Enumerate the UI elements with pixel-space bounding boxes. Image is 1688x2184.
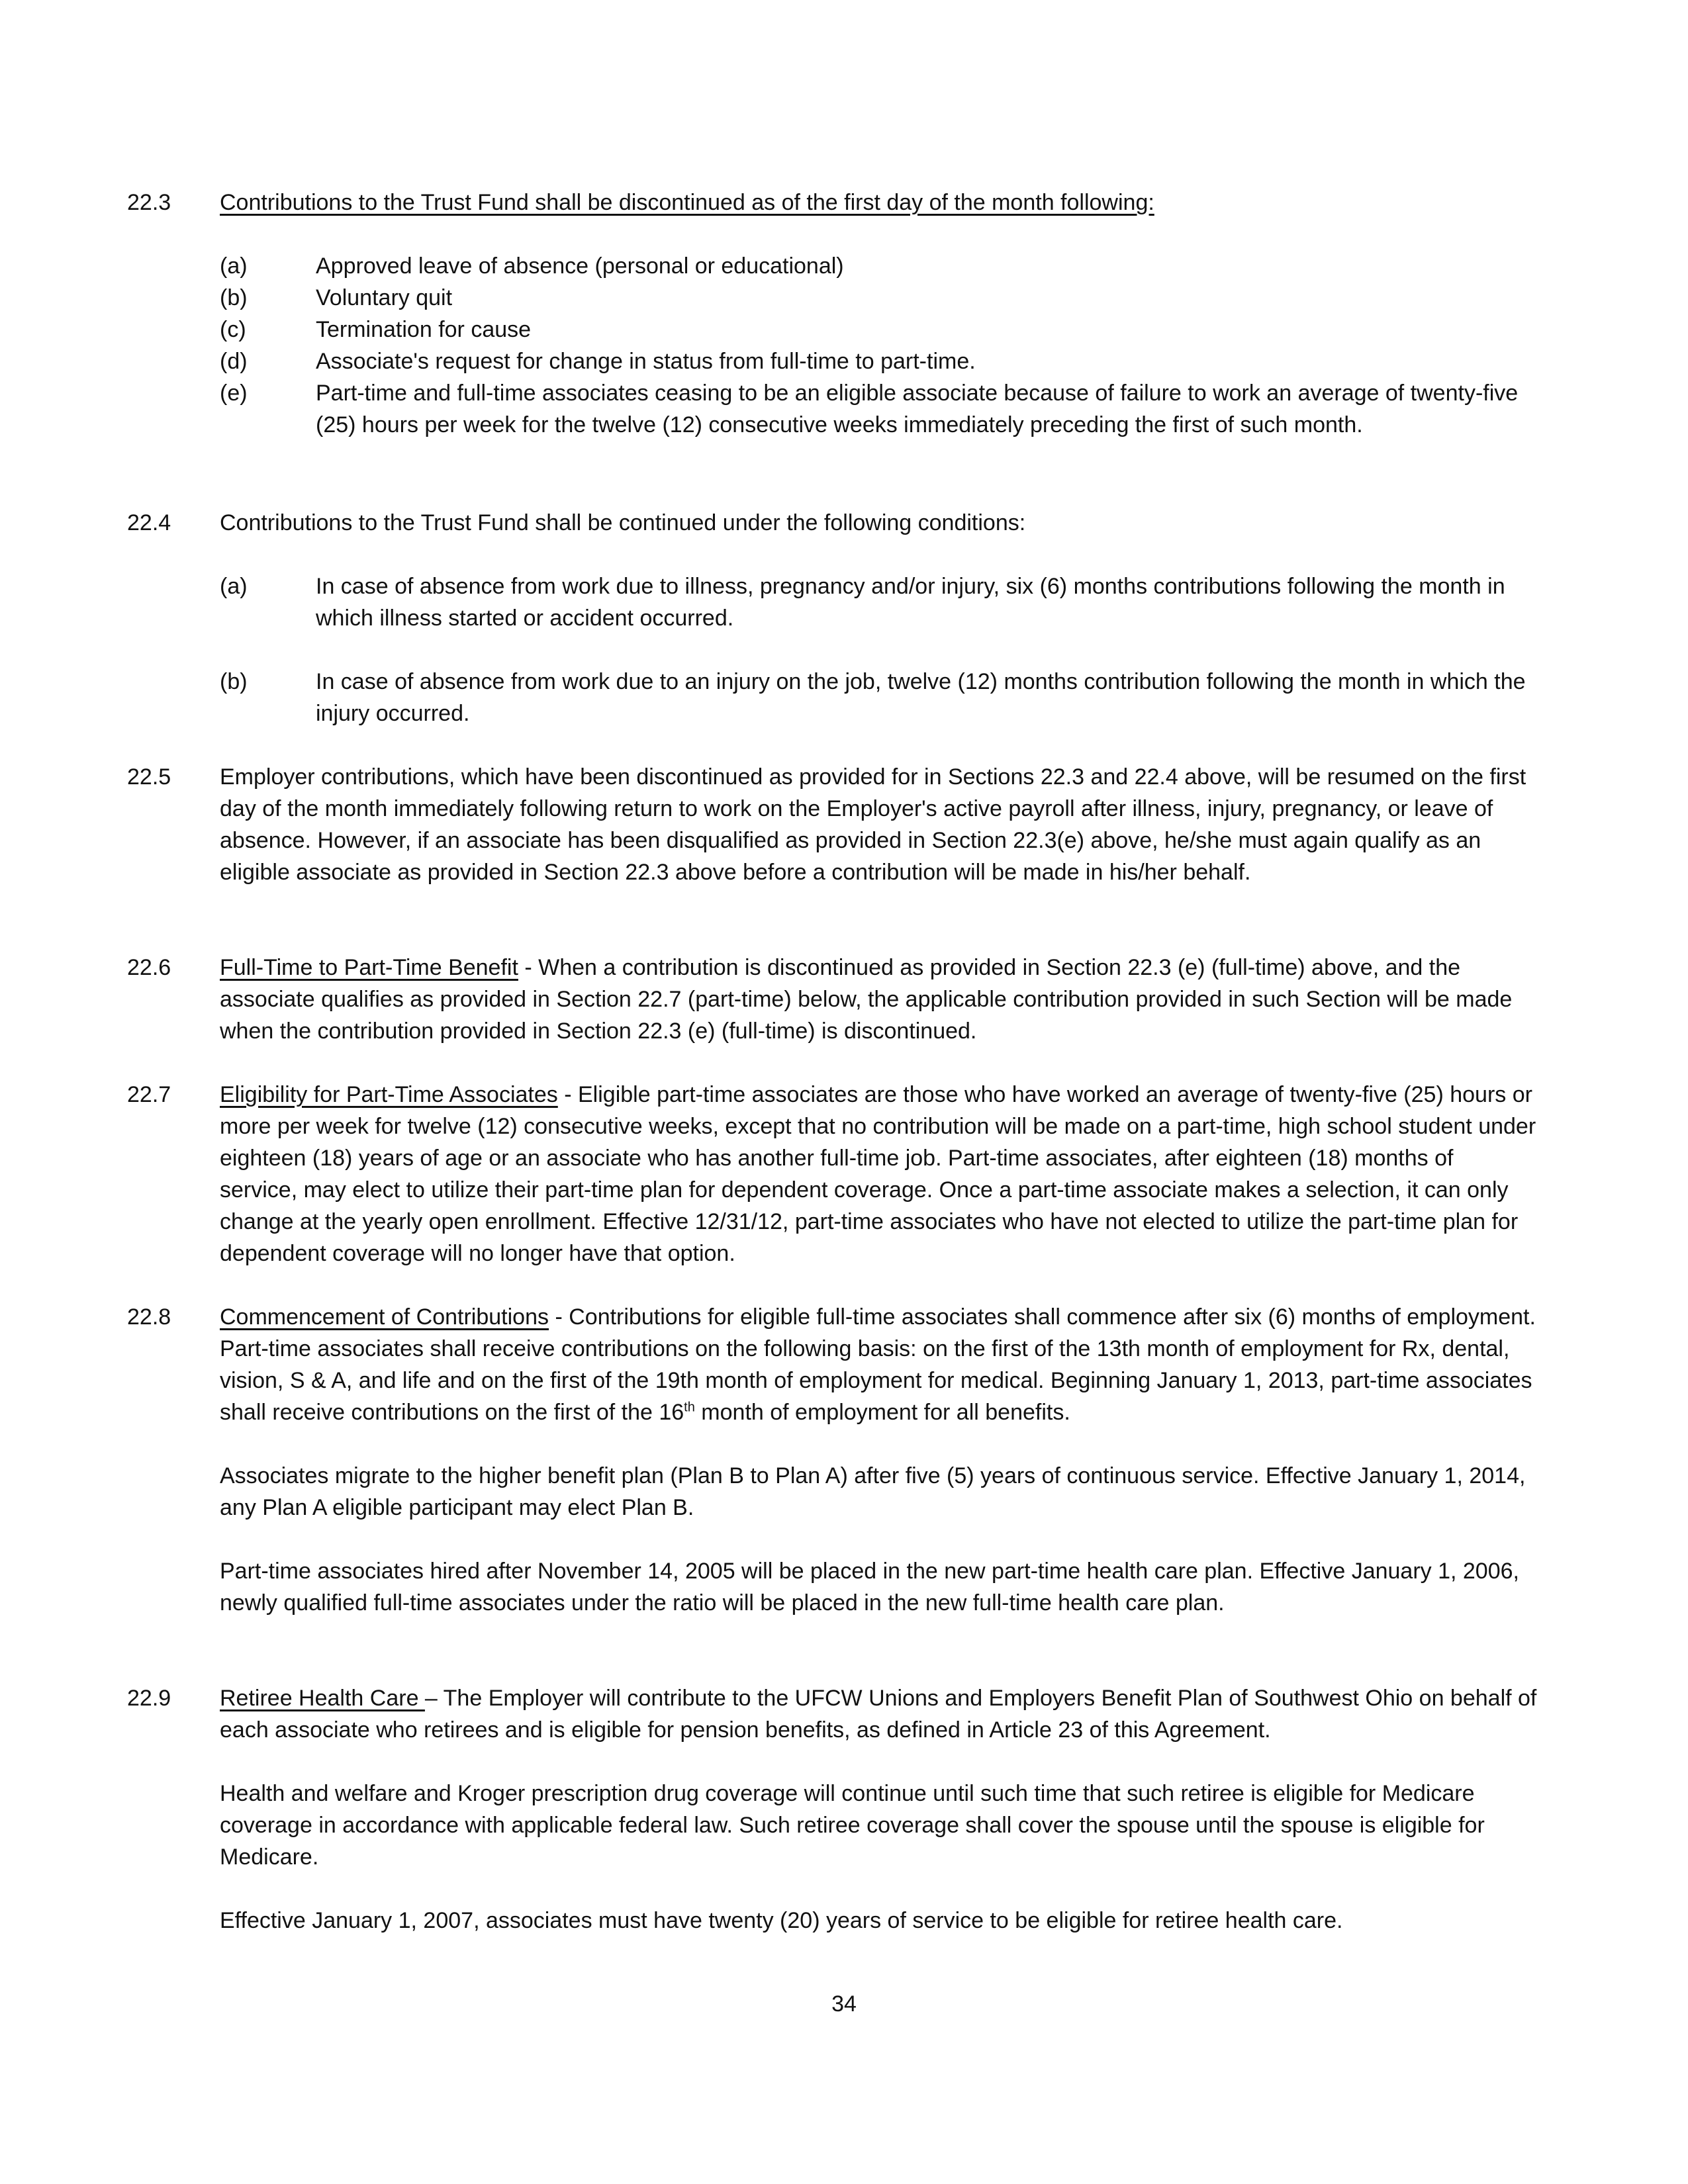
section-number: 22.4 — [127, 510, 171, 535]
section-number: 22.7 — [127, 1082, 171, 1107]
section-text: Retiree Health Care – The Employer will contribute to the UFCW Unions and Employers Benefit Plan of Southwest Ohio on behalf of each associate who retirees and is eligible for pension benefits, as defined in Article 23 of this Agreement. — [220, 1686, 1537, 1743]
page-number: 34 — [831, 1991, 857, 2017]
list-item: (c) Termination for cause — [220, 317, 532, 342]
section-heading: Contributions to the Trust Fund shall be discontinued as of the first day of the month following: — [220, 190, 1154, 215]
section-number: 22.5 — [127, 764, 171, 790]
section-text: Eligibility for Part-Time Associates - Eligible part-time associates are those who have worked an average of twenty-five (25) hours or more per week for twelve (12) consecutive weeks, except that no contribution will be made on a part-time, high school student under eighteen (18) years of age or an associate who has another full-time job. Part-time associates, after eighteen (18) months of service, may elect to utilize their part-time plan for dependent coverage. Once a part-time associate makes a selection, it can only change at the yearly open enrollment. Effective 12/31/12, part-time associates who have not elected to utilize the part-time plan for dependent coverage will no longer have that option. — [220, 1082, 1536, 1266]
section-title: Retiree Health Care — [220, 1686, 425, 1711]
list-item: (a) In case of absence from work due to illness, pregnancy and/or injury, six (6) months contributions following the month in which illness started or accident occurred. — [220, 574, 1505, 631]
list-item: (e) Part-time and full-time associates ceasing to be an eligible associate because of failure to work an average of twenty-five (25) hours per week for the twelve (12) consecutive weeks immediately preceding the first of such month. — [220, 381, 1519, 437]
section-paragraph: Health and welfare and Kroger prescription drug coverage will continue until such time that such retiree is eligible for Medicare coverage in accordance with applicable federal law. Such retiree coverage shall cover the spouse until the spouse is eligible for Medicare. — [220, 1781, 1485, 1870]
list-item: (b) Voluntary quit — [220, 285, 453, 310]
section-text: Commencement of Contributions - Contributions for eligible full-time associates shall commence after six (6) months of employment. Part-time associates shall receive contributions on the following basis: on the first of the 13th month of employment for Rx, dental, vision, S & A, and life and on the first of the 19th month of employment for medical. Beginning January 1, 2013, part-time associates shall receive contributions on the first of the 16th month of employment for all benefits. — [220, 1304, 1536, 1425]
list-item: (d) Associate's request for change in status from full-time to part-time. — [220, 349, 976, 374]
section-text: Full-Time to Part-Time Benefit - When a contribution is discontinued as provided in Section 22.3 (e) (full-time) above, and the associate qualifies as provided in Section 22.7 (part-time) below, the applicable contribution provided in such Section will be made when the contribution provided in Section 22.3 (e) (full-time) is discontinued. — [220, 955, 1513, 1044]
section-title: Full-Time to Part-Time Benefit — [220, 955, 518, 980]
section-number: 22.6 — [127, 955, 171, 980]
list-item: (a) Approved leave of absence (personal or educational) — [220, 253, 844, 279]
section-paragraph: Effective January 1, 2007, associates must have twenty (20) years of service to be eligible for retiree health care. — [220, 1908, 1343, 1933]
section-heading: Contributions to the Trust Fund shall be continued under the following conditions: — [220, 510, 1026, 535]
section-title: Eligibility for Part-Time Associates — [220, 1082, 558, 1107]
section-text: Employer contributions, which have been discontinued as provided for in Sections 22.3 and 22.4 above, will be resumed on the first day of the month immediately following return to work on the Employer's active payroll after illness, injury, pregnancy, or leave of absence. However, if an associate has been disqualified as provided in Section 22.3(e) above, he/she must again qualify as an eligible associate as provided in Section 22.3 above before a contribution will be made in his/her behalf. — [220, 764, 1526, 885]
section-title: Commencement of Contributions — [220, 1304, 549, 1330]
list-item: (b) In case of absence from work due to an injury on the job, twelve (12) months contribution following the month in which the injury occurred. — [220, 669, 1526, 726]
section-number: 22.9 — [127, 1686, 171, 1711]
section-paragraph: Part-time associates hired after November 14, 2005 will be placed in the new part-time health care plan. Effective January 1, 2006, newly qualified full-time associates under the ratio will be placed in the new full-time health care plan. — [220, 1559, 1519, 1615]
section-number: 22.3 — [127, 190, 171, 215]
section-number: 22.8 — [127, 1304, 171, 1330]
section-paragraph: Associates migrate to the higher benefit plan (Plan B to Plan A) after five (5) years of continuous service. Effective January 1, 2014, any Plan A eligible participant may elect Plan B. — [220, 1463, 1526, 1520]
